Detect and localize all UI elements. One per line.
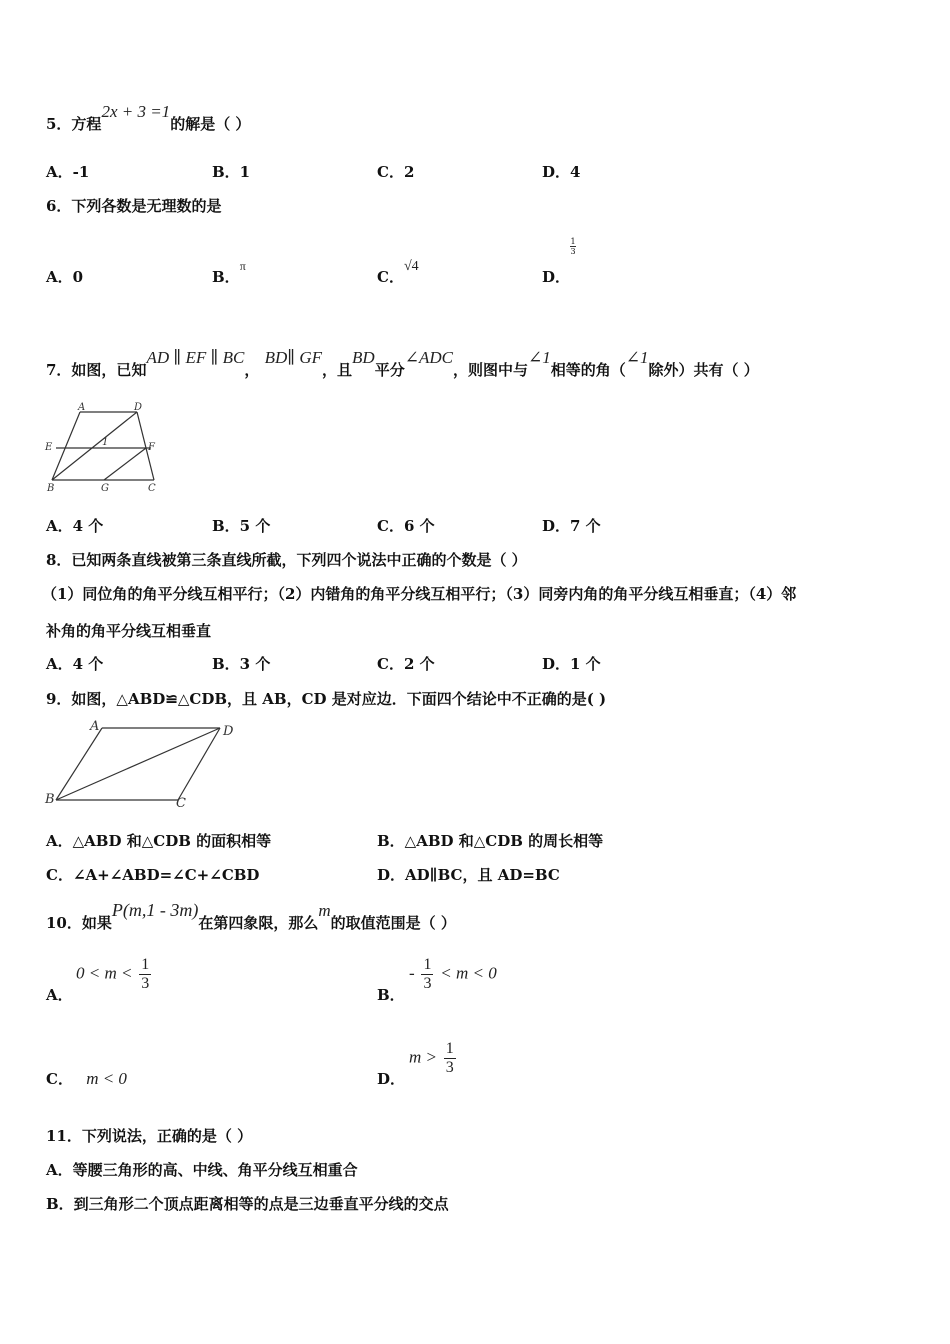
q9-label-b: B	[45, 792, 55, 807]
q10-option-d-expr: m > $\frac{1}{3}$	[409, 1040, 454, 1076]
q10-option-d: D． m > $\frac{1}{3}$	[377, 1069, 405, 1089]
q5-option-d: D．4	[542, 163, 581, 181]
q7-label-c: C	[148, 483, 156, 494]
q8-option-a: A．4 个	[46, 655, 104, 673]
q11-option-a: A．等腰三角形的高、中线、角平分线互相重合	[46, 1161, 358, 1179]
q5-option-b: B．1	[212, 163, 251, 181]
q6-pi: π	[239, 259, 246, 273]
q9-figure	[42, 718, 242, 808]
q9-option-a: A．△ABD 和△CDB 的面积相等	[46, 832, 272, 850]
q8-option-b: B．3 个	[212, 655, 271, 673]
q11-stem: 11．下列说法，正确的是（ ）	[46, 1127, 253, 1145]
q9-stem: 9．如图，△ABD≌△CDB，且 AB，CD 是对应边．下面四个结论中不正确的是( )	[46, 690, 607, 708]
q7-label-e: E	[45, 442, 53, 453]
q6-option-d: D． 1 3	[542, 237, 576, 286]
q6-fraction: 1 3	[570, 237, 576, 256]
q7-label-g: G	[101, 483, 109, 494]
q5-option-c: C．2	[377, 163, 415, 181]
q5-stem: 5．方程2x + 3 =1的解是（ ）	[46, 102, 251, 133]
q10-option-c: C． m < 0	[46, 1069, 127, 1088]
q10-option-c-expr: m < 0	[86, 1069, 127, 1088]
q7-option-c: C．6 个	[377, 517, 435, 535]
q6-option-a: A．0	[46, 268, 84, 286]
q9-label-c: C	[176, 796, 186, 808]
q9-option-d: D．AD∥BC，且 AD=BC	[377, 866, 560, 884]
q8-stem: 8．已知两条直线被第三条直线所截，下列四个说法中正确的个数是（ ）	[46, 551, 527, 569]
q10-stem: 10．如果P(m,1 - 3m)在第四象限，那么m的取值范围是（ ）	[46, 900, 456, 932]
q6-stem: 6．下列各数是无理数的是	[46, 197, 222, 215]
q6-option-b: B．$^\pi$	[212, 259, 246, 286]
q7-label-f: F	[148, 442, 155, 453]
q10-point: P(m,1 - 3m)	[111, 900, 199, 920]
q10-option-b-expr: - $\frac{1}{3}$ < m < 0	[409, 956, 497, 992]
q10-option-b: B． - $\frac{1}{3}$ < m < 0	[377, 956, 497, 1004]
q6-sqrt4: √4	[403, 259, 419, 274]
q5-equation: 2x + 3 =1	[101, 102, 171, 121]
q7-stem: 7．如图，已知AD ∥ EF ∥ BC， BD∥ GF，且BD平分∠ADC，则图中与∠1相等的角（∠1除外）共有（ ）	[46, 348, 759, 379]
q11-option-b: B．到三角形二个顶点距离相等的点是三边垂直平分线的交点	[46, 1195, 449, 1213]
q7-label-b: B	[47, 483, 55, 494]
q6-option-c: C．√4	[377, 259, 419, 286]
q9-label-a: A	[90, 719, 100, 734]
q7-label-d: D	[134, 402, 143, 413]
q7-option-a: A．4 个	[46, 517, 104, 535]
q7-label-a: A	[78, 402, 86, 413]
q8-option-d: D．1 个	[542, 655, 601, 673]
q10-option-a-expr: 0 < m < $\frac{1}{3}$	[76, 956, 150, 992]
q9-label-d: D	[223, 724, 234, 739]
q9-option-b: B．△ABD 和△CDB 的周长相等	[377, 832, 604, 850]
q7-label-1: 1	[102, 437, 109, 448]
q8-statements: （1）同位角的角平分线互相平行；（2）内错角的角平分线互相平行；（3）同旁内角的角平分线互相垂直；（4）邻	[42, 585, 797, 603]
q9-option-c: C．∠A+∠ABD=∠C+∠CBD	[46, 866, 260, 884]
q8-statements-cont: 补角的角平分线互相垂直	[46, 622, 212, 640]
q7-option-b: B．5 个	[212, 517, 271, 535]
q10-option-a: A． 0 < m < $\frac{1}{3}$	[46, 985, 73, 1005]
q8-option-c: C．2 个	[377, 655, 435, 673]
q7-option-d: D．7 个	[542, 517, 601, 535]
q7-figure	[42, 402, 172, 494]
q5-option-a: A．-1	[46, 163, 90, 181]
